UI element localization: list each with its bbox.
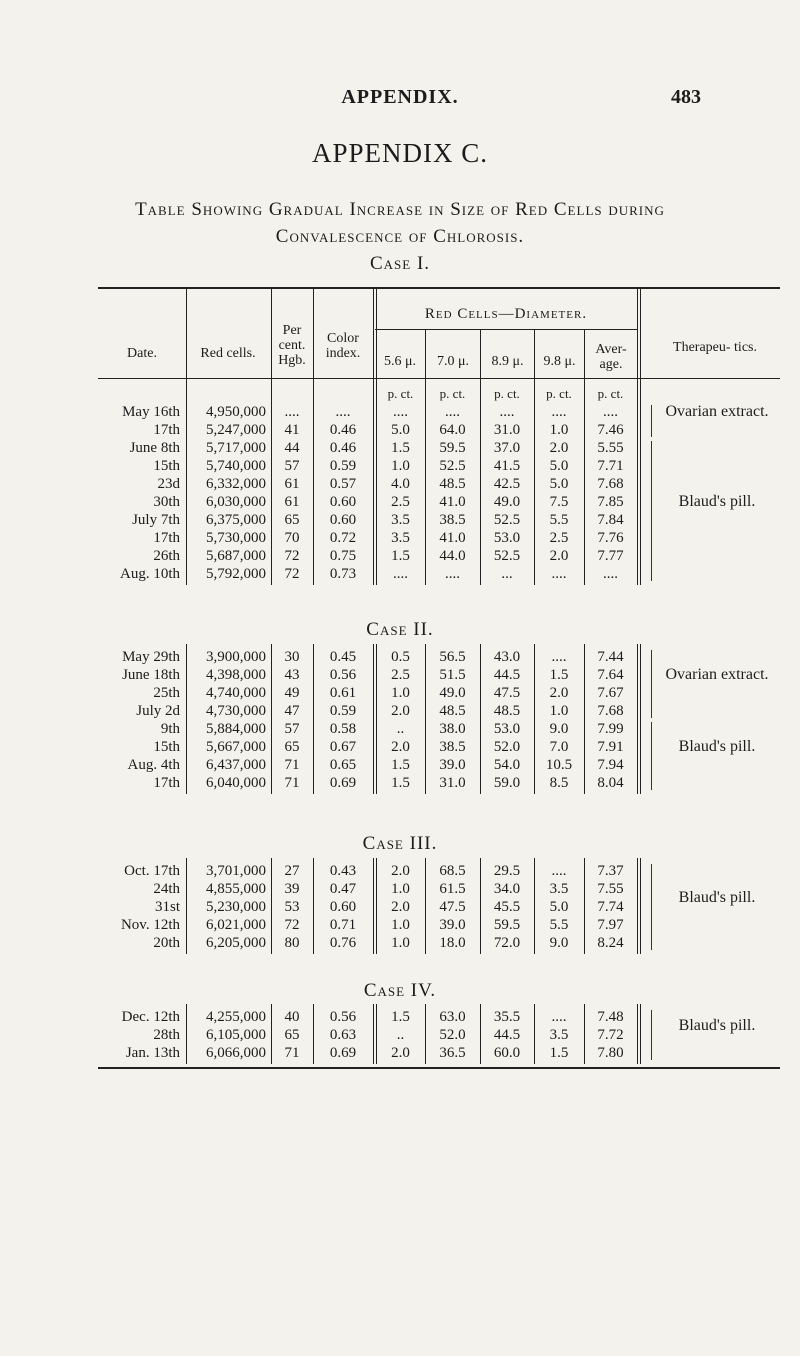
- table-cell: 80: [284, 935, 300, 951]
- table-cell: 53.0: [493, 721, 521, 737]
- diameter-group-rule: [375, 329, 637, 330]
- header-hgb: Per cent. Hgb.: [278, 323, 306, 368]
- table-cell: 0.56: [329, 667, 357, 683]
- column-rule: [373, 644, 374, 794]
- table-cell: 7.76: [597, 530, 624, 546]
- table-cell: 0.59: [329, 458, 357, 474]
- table-cell: 0.72: [329, 530, 357, 546]
- table-cell: 6,040,000: [206, 775, 266, 791]
- table-cell: 2.0: [549, 440, 569, 456]
- table-cell: 1.0: [549, 703, 569, 719]
- table-cell: 72: [284, 566, 300, 582]
- table-cell: 45.5: [493, 899, 521, 915]
- table-cell: 44.5: [493, 667, 521, 683]
- table-cell: 37.0: [493, 440, 521, 456]
- table-cell: 43.0: [493, 649, 521, 665]
- table-cell: 0.57: [329, 476, 357, 492]
- table-cell: 7.68: [597, 703, 624, 719]
- column-rule: [637, 289, 638, 378]
- table-cell: 18.0: [439, 935, 466, 951]
- header-8-9: 8.9 μ.: [491, 354, 524, 369]
- header-date: Date.: [127, 346, 157, 361]
- brace-icon: [651, 441, 658, 581]
- caption-line-2: Convalescence of Chlorosis.: [275, 226, 525, 247]
- table-cell: 5,884,000: [206, 721, 266, 737]
- table-cell: 52.5: [493, 512, 521, 528]
- therapy-label: Blaud's pill.: [678, 1017, 756, 1034]
- table-cell: 31.0: [439, 775, 466, 791]
- table-cell: 7.80: [597, 1045, 624, 1061]
- table-cell: 7.44: [597, 649, 624, 665]
- brace-icon: [651, 405, 658, 437]
- table-cell: 4.0: [391, 476, 410, 492]
- table-cell: 0.46: [329, 440, 357, 456]
- table-cell: 61: [284, 494, 300, 510]
- column-rule: [640, 1004, 641, 1064]
- table-cell: 2.0: [391, 1045, 410, 1061]
- row-date: June 18th: [122, 667, 180, 683]
- table-cell: 65: [284, 739, 300, 755]
- case-heading-3: Case III.: [362, 833, 438, 854]
- table-cell: 39: [284, 881, 300, 897]
- table-cell: ....: [335, 404, 351, 420]
- table-cell: 43: [284, 667, 300, 683]
- table-cell: 65: [284, 512, 300, 528]
- table-cell: 8.5: [549, 775, 569, 791]
- table-cell: 63.0: [439, 1009, 466, 1025]
- column-rule: [640, 289, 641, 378]
- table-cell: 40: [284, 1009, 300, 1025]
- row-date: 26th: [153, 548, 180, 564]
- table-cell: 3.5: [549, 881, 569, 897]
- table-cell: 7.37: [597, 863, 624, 879]
- column-rule: [640, 858, 641, 954]
- table-cell: 0.73: [329, 566, 357, 582]
- table-cell: 51.5: [439, 667, 466, 683]
- table-cell: 2.5: [391, 667, 410, 683]
- table-cell: 52.5: [439, 458, 466, 474]
- table-cell: 5,717,000: [206, 440, 266, 456]
- row-date: May 29th: [122, 649, 180, 665]
- table-cell: 1.0: [549, 422, 569, 438]
- table-cell: 8.04: [597, 775, 624, 791]
- table-bottom-rule: [98, 1067, 780, 1069]
- table-cell: 39.0: [439, 757, 466, 773]
- table-cell: 1.5: [391, 548, 410, 564]
- table-cell: ....: [603, 404, 618, 420]
- table-cell: 7.91: [597, 739, 624, 755]
- table-cell: 0.71: [329, 917, 357, 933]
- table-cell: 5.5: [549, 917, 569, 933]
- column-rule: [640, 378, 641, 585]
- table-cell: 4,740,000: [206, 685, 266, 701]
- table-cell: 0.63: [329, 1027, 357, 1043]
- row-date: 17th: [153, 422, 180, 438]
- table-cell: 7.71: [597, 458, 624, 474]
- table-cell: 0.69: [329, 775, 357, 791]
- row-date: May 16th: [122, 404, 180, 420]
- column-rule: [186, 289, 187, 378]
- row-date: 25th: [153, 685, 180, 701]
- caption-line-1: Table Showing Gradual Increase in Size of Red Cells during: [135, 199, 665, 220]
- table-cell: 59.5: [439, 440, 466, 456]
- table-cell: 0.76: [329, 935, 357, 951]
- table-cell: 0.60: [329, 494, 357, 510]
- table-caption: [0, 196, 800, 250]
- table-cell: 2.0: [391, 703, 410, 719]
- header-5-6: 5.6 μ.: [383, 354, 416, 369]
- table-cell: 5,230,000: [206, 899, 266, 915]
- table-cell: 3,701,000: [206, 863, 266, 879]
- table-cell: ....: [551, 404, 567, 420]
- row-date: 17th: [153, 530, 180, 546]
- header-therapeutics: Therapeu- tics.: [673, 340, 757, 355]
- table-cell: 9.0: [549, 935, 569, 951]
- table-cell: 39.0: [439, 917, 466, 933]
- unit-label: p. ct.: [597, 386, 624, 401]
- table-cell: 53: [284, 899, 300, 915]
- table-cell: 0.60: [329, 512, 357, 528]
- table-cell: 0.61: [329, 685, 357, 701]
- table-cell: 7.46: [597, 422, 624, 438]
- table-cell: 49.0: [493, 494, 521, 510]
- row-date: 28th: [153, 1027, 180, 1043]
- row-date: 20th: [153, 935, 180, 951]
- table-cell: ....: [499, 404, 515, 420]
- table-cell: 57: [284, 458, 300, 474]
- page-number: 483: [671, 86, 701, 108]
- unit-label: p. ct.: [387, 386, 414, 401]
- table-cell: 5,792,000: [206, 566, 266, 582]
- column-rule: [637, 858, 638, 954]
- table-cell: 1.5: [549, 1045, 569, 1061]
- row-date: 9th: [160, 721, 180, 737]
- table-cell: 68.5: [439, 863, 466, 879]
- row-date: Aug. 4th: [127, 757, 180, 773]
- table-cell: 71: [284, 775, 300, 791]
- table-cell: 1.5: [391, 440, 410, 456]
- table-cell: 30: [284, 649, 300, 665]
- table-cell: 41.0: [439, 530, 466, 546]
- table-cell: ....: [603, 566, 618, 582]
- table-cell: 6,030,000: [206, 494, 266, 510]
- table-cell: 1.0: [391, 458, 410, 474]
- table-cell: 35.5: [493, 1009, 521, 1025]
- table-cell: 38.5: [439, 512, 466, 528]
- table-cell: 7.84: [597, 512, 624, 528]
- table-cell: 57: [284, 721, 300, 737]
- table-cell: 1.5: [391, 775, 410, 791]
- table-cell: ....: [445, 404, 460, 420]
- table-cell: 0.5: [391, 649, 410, 665]
- row-date: 15th: [153, 739, 180, 755]
- header-bottom-rule: [98, 378, 780, 379]
- table-cell: ....: [284, 404, 300, 420]
- table-cell: 4,730,000: [206, 703, 266, 719]
- unit-label: p. ct.: [494, 386, 520, 401]
- case-heading-1: Case I.: [369, 253, 431, 274]
- header-diameter-group: Red Cells—Diameter.: [424, 306, 588, 322]
- table-cell: 7.72: [597, 1027, 624, 1043]
- table-cell: 5.0: [391, 422, 410, 438]
- brace-icon: [651, 864, 658, 950]
- table-cell: 7.97: [597, 917, 624, 933]
- therapy-label: Blaud's pill.: [678, 738, 756, 755]
- row-date: Jan. 13th: [125, 1045, 180, 1061]
- table-cell: 0.56: [329, 1009, 357, 1025]
- table-cell: 61.5: [439, 881, 466, 897]
- table-cell: 7.85: [597, 494, 624, 510]
- table-cell: 64.0: [439, 422, 466, 438]
- table-cell: 31.0: [493, 422, 521, 438]
- table-cell: 65: [284, 1027, 300, 1043]
- case-heading-4: Case IV.: [363, 980, 437, 1001]
- table-cell: 48.5: [439, 476, 466, 492]
- table-cell: 6,437,000: [206, 757, 266, 773]
- row-date: 15th: [153, 458, 180, 474]
- table-cell: 5,667,000: [206, 739, 266, 755]
- table-cell: 5.0: [549, 458, 569, 474]
- table-cell: 7.67: [597, 685, 624, 701]
- therapy-label: Blaud's pill.: [678, 493, 756, 510]
- table-cell: 0.69: [329, 1045, 357, 1061]
- table-cell: 6,105,000: [206, 1027, 266, 1043]
- table-cell: 5,730,000: [206, 530, 266, 546]
- table-cell: 71: [284, 1045, 300, 1061]
- header-9-8: 9.8 μ.: [543, 354, 576, 369]
- table-cell: 41.0: [439, 494, 466, 510]
- header-red-cells: Red cells.: [200, 346, 256, 361]
- column-rule: [373, 1004, 374, 1064]
- table-cell: 7.99: [597, 721, 624, 737]
- column-rule: [637, 1004, 638, 1064]
- table-cell: 1.0: [391, 917, 410, 933]
- table-cell: 1.5: [549, 667, 569, 683]
- table-cell: 34.0: [493, 881, 521, 897]
- table-cell: 38.5: [439, 739, 466, 755]
- therapy-label: Blaud's pill.: [678, 889, 756, 906]
- row-date: 30th: [153, 494, 180, 510]
- table-cell: 10.5: [545, 757, 573, 773]
- table-cell: 1.5: [391, 1009, 410, 1025]
- table-cell: 2.5: [391, 494, 410, 510]
- table-cell: 41: [284, 422, 300, 438]
- table-cell: 0.60: [329, 899, 357, 915]
- table-cell: 38.0: [439, 721, 466, 737]
- table-cell: 4,255,000: [206, 1009, 266, 1025]
- table-cell: 5,740,000: [206, 458, 266, 474]
- table-cell: 48.5: [493, 703, 521, 719]
- table-cell: 1.5: [391, 757, 410, 773]
- table-cell: 7.0: [549, 739, 569, 755]
- table-cell: 52.0: [493, 739, 521, 755]
- table-cell: 60.0: [493, 1045, 521, 1061]
- table-cell: 72: [284, 548, 300, 564]
- table-cell: 1.0: [391, 685, 410, 701]
- table-cell: 2.5: [549, 530, 569, 546]
- table-cell: 0.65: [329, 757, 357, 773]
- row-date: July 2d: [136, 703, 180, 719]
- table-cell: 5.0: [549, 476, 569, 492]
- table-cell: 5.5: [549, 512, 569, 528]
- table-cell: 6,021,000: [206, 917, 266, 933]
- table-cell: 6,066,000: [206, 1045, 266, 1061]
- table-cell: 47: [284, 703, 300, 719]
- table-cell: 61: [284, 476, 300, 492]
- table-cell: 53.0: [493, 530, 521, 546]
- header-average: Aver- age.: [595, 342, 627, 372]
- table-cell: 3,900,000: [206, 649, 266, 665]
- table-cell: ....: [393, 566, 408, 582]
- table-cell: ....: [551, 649, 567, 665]
- table-cell: 1.0: [391, 935, 410, 951]
- column-rule: [373, 858, 374, 954]
- table-cell: ....: [551, 566, 567, 582]
- row-date: June 8th: [129, 440, 180, 456]
- table-cell: 41.5: [493, 458, 521, 474]
- table-cell: 6,205,000: [206, 935, 266, 951]
- row-date: Aug. 10th: [120, 566, 180, 582]
- table-cell: 2.0: [391, 863, 410, 879]
- table-cell: 7.94: [597, 757, 624, 773]
- table-cell: 0.43: [329, 863, 357, 879]
- table-cell: 7.74: [597, 899, 624, 915]
- table-cell: 52.0: [439, 1027, 466, 1043]
- table-cell: 5.55: [597, 440, 624, 456]
- table-cell: 6,375,000: [206, 512, 266, 528]
- row-date: 31st: [154, 899, 180, 915]
- column-rule: [373, 289, 374, 378]
- table-cell: 59.5: [493, 917, 521, 933]
- table-cell: 0.59: [329, 703, 357, 719]
- table-cell: 4,855,000: [206, 881, 266, 897]
- brace-icon: [651, 1010, 658, 1060]
- table-cell: 7.77: [597, 548, 624, 564]
- table-cell: 48.5: [439, 703, 466, 719]
- case-heading-2: Case II.: [366, 619, 434, 640]
- table-cell: 49: [284, 685, 300, 701]
- table-cell: 54.0: [493, 757, 521, 773]
- table-cell: 1.0: [391, 881, 410, 897]
- table-cell: 70: [284, 530, 300, 546]
- table-cell: 72: [284, 917, 300, 933]
- table-cell: ....: [551, 1009, 567, 1025]
- row-date: Nov. 12th: [120, 917, 180, 933]
- table-cell: 0.67: [329, 739, 357, 755]
- brace-icon: [651, 650, 658, 718]
- row-date: July 7th: [132, 512, 180, 528]
- row-date: 24th: [153, 881, 180, 897]
- table-cell: 2.0: [391, 899, 410, 915]
- therapy-label: Ovarian extract.: [665, 666, 769, 683]
- table-cell: 29.5: [493, 863, 521, 879]
- table-cell: 4,398,000: [206, 667, 266, 683]
- table-cell: 27: [284, 863, 300, 879]
- table-cell: 7.64: [597, 667, 624, 683]
- table-cell: 3.5: [549, 1027, 569, 1043]
- table-cell: 0.75: [329, 548, 357, 564]
- table-cell: 8.24: [597, 935, 624, 951]
- table-cell: 0.58: [329, 721, 357, 737]
- table-cell: 2.0: [391, 739, 410, 755]
- table-cell: 44.5: [493, 1027, 521, 1043]
- table-cell: 7.68: [597, 476, 624, 492]
- table-cell: 71: [284, 757, 300, 773]
- table-cell: 49.0: [439, 685, 466, 701]
- table-cell: 9.0: [549, 721, 569, 737]
- table-cell: ..: [396, 721, 405, 737]
- table-cell: 72.0: [493, 935, 521, 951]
- column-rule: [637, 378, 638, 585]
- table-cell: 44.0: [439, 548, 466, 564]
- table-cell: 0.47: [329, 881, 357, 897]
- table-top-rule: [98, 287, 780, 289]
- table-cell: 5,687,000: [206, 548, 266, 564]
- header-color-index: Color index.: [325, 331, 361, 361]
- running-title: APPENDIX.: [341, 86, 459, 108]
- table-cell: 5,247,000: [206, 422, 266, 438]
- row-date: Dec. 12th: [121, 1009, 180, 1025]
- column-rule: [637, 644, 638, 794]
- table-cell: 3.5: [391, 530, 410, 546]
- table-cell: 3.5: [391, 512, 410, 528]
- table-cell: 7.48: [597, 1009, 624, 1025]
- table-cell: 7.55: [597, 881, 624, 897]
- table-cell: 47.5: [439, 899, 466, 915]
- appendix-title: APPENDIX C.: [311, 138, 489, 168]
- unit-label: p. ct.: [439, 386, 466, 401]
- table-cell: 47.5: [493, 685, 521, 701]
- unit-label: p. ct.: [546, 386, 572, 401]
- table-cell: 44: [284, 440, 300, 456]
- table-cell: 42.5: [493, 476, 521, 492]
- row-date: 17th: [153, 775, 180, 791]
- table-cell: 0.45: [329, 649, 357, 665]
- table-cell: ...: [501, 566, 513, 582]
- table-cell: 0.46: [329, 422, 357, 438]
- table-cell: 52.5: [493, 548, 521, 564]
- column-rule: [640, 644, 641, 794]
- brace-icon: [651, 722, 658, 790]
- header-7-0: 7.0 μ.: [436, 354, 469, 369]
- running-head: [0, 86, 800, 110]
- table-cell: 36.5: [439, 1045, 466, 1061]
- column-rule: [373, 378, 374, 585]
- table-cell: ....: [551, 863, 567, 879]
- table-cell: 4,950,000: [206, 404, 266, 420]
- table-cell: 7.5: [549, 494, 569, 510]
- table-cell: 59.0: [493, 775, 521, 791]
- table-cell: 56.5: [439, 649, 466, 665]
- row-date: Oct. 17th: [124, 863, 180, 879]
- table-cell: 2.0: [549, 548, 569, 564]
- table-cell: ....: [445, 566, 460, 582]
- therapy-label: Ovarian extract.: [665, 403, 769, 420]
- table-cell: 6,332,000: [206, 476, 266, 492]
- table-cell: 2.0: [549, 685, 569, 701]
- row-date: 23d: [157, 476, 180, 492]
- table-cell: ....: [393, 404, 408, 420]
- table-cell: 5.0: [549, 899, 569, 915]
- table-cell: ..: [396, 1027, 405, 1043]
